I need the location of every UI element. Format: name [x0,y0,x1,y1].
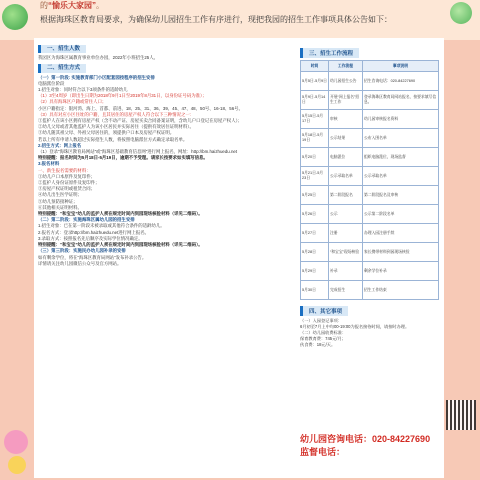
paragraph: 如有剩余学位，将在“海珠区教育局网站”发布补录公告。 [38,254,147,260]
paragraph: ④幼儿出生医学证明； [38,192,82,198]
table-cell-task: 完成招生 [329,281,363,300]
table-cell-note: 剩余学位补录 [363,262,439,281]
paragraph: 一、新生报名需要的材料： [38,167,91,173]
table-cell-note: 招生咨询电话：020-84227690 [363,72,439,91]
paragraph: ②幼儿父母或者其他监护人为该小区居民并实际居住（提供有效居住证明材料）。 [38,124,194,130]
table-cell-task: 公示 [329,205,363,224]
table-cell-time: 5月29日 [301,262,329,281]
contact-block [300,432,440,458]
paragraph: 2.报名方式：登录http://bm.haizhuedu.net进行网上报名。 [38,229,150,235]
table-cell-time: 5月15日-5月17日 [301,110,329,129]
table-cell-note: 公示第二阶段名单 [363,205,439,224]
flower-icon [4,430,28,454]
paragraph: （1）3至4周岁（即出生日期为2018年9月1日至2019年8月31日，以身份证号码为准）； [38,93,207,99]
paragraph: ①监护人在该小区拥有房屋产权（含不动产证、房屋买卖合同备案证明，含幼儿户口登记在房屋产权人）； [38,118,243,124]
table-row [301,91,439,110]
table-row [301,186,439,205]
subsection-title: 2.招生方式：网上报名 [38,142,82,148]
paragraph: （2）具有海珠区户籍或常住人口； [38,99,107,105]
table-cell-note: 第二阶段报名及审核 [363,186,439,205]
paragraph: 1.招生对象：已在第一阶段未被录取或其他符合条件的适龄幼儿。 [38,223,165,229]
section-title: 二、招生方式 [38,64,86,72]
section-title: 三、招生工作流程 [300,48,359,58]
table-row [301,262,439,281]
supervision-phone-label: 监督电话： [300,447,346,457]
paragraph: 3.录取方式：按照报名先后顺序及实际学位情况确定。 [38,235,143,241]
table-cell-time: 5月27日 [301,224,329,243]
paragraph: ①幼儿户口本原件及复印件； [38,173,96,179]
schedule-table [300,60,439,300]
table-cell-note: 办理入园注册手续 [363,224,439,243]
paragraph: （二）幼儿园收费标准： [300,330,347,335]
table-row [301,110,439,129]
paragraph: 6月初至7月上中旬00-19:00为报名接待时间，请按时办理。 [300,324,410,329]
table-row [301,167,439,186]
paragraph: 1.招生对象：同时符合以下3项条件的适龄幼儿 [38,87,128,93]
table-cell-task: 开展“网上报名”招生工作 [329,91,363,110]
subsection-title: 3.报名材料 [38,161,60,167]
table-cell-task: 幼儿园招生公告 [329,72,363,91]
qr-code-icon [446,400,476,430]
table-cell-task: 公示结果 [329,129,363,148]
flower-icon [8,456,26,474]
table-cell-note: 登录海珠区教育局网站报名，按要求填写信息。 [363,91,439,110]
table-cell-note: 幼儿园审核报名资料 [363,110,439,129]
table-cell-note: 招生工作结束 [363,281,439,300]
table-cell-task: 第二阶段报名 [329,186,363,205]
table-header-row [301,61,439,72]
table-cell-time: 5月30日 [301,281,329,300]
table-cell-task: 注册 [329,224,363,243]
section-text: 我园区为海珠区属教育事业单位办园，2022年小班招生25人。 [38,55,159,61]
column-header: 事项说明 [363,61,439,72]
paragraph: ⑥其他相关证明材料。 [38,204,82,210]
table-cell-task: 审核 [329,110,363,129]
paragraph: 电脑派位阶段 [38,80,65,86]
paragraph: 特别提醒：报名时间为5月18日-5月19日，逾期不予受理。请家长按要求如实填写信息。 [38,155,208,161]
paragraph: 详情请关注幼儿园微信公众号及官方网站。 [38,260,122,266]
table-row [301,205,439,224]
table-cell-time: 5月5日-5月9日 [301,72,329,91]
table-cell-task: 电脑派位 [329,148,363,167]
table-cell-time: 5月25日 [301,186,329,205]
paragraph: 特别提醒：“和宝宝”幼儿的监护人须在规定时间内到园现场核验材料（详见二维码）。 [38,211,203,217]
table-cell-time: 5月21日-5月23日 [301,167,329,186]
table-cell-time: 5月26日 [301,205,329,224]
left-column [38,42,296,474]
table-cell-task: 补录 [329,262,363,281]
paragraph: 特别提醒：“和宝宝”幼儿的监护人须在规定时间内到园现场核验材料（详见二维码）。 [38,242,203,248]
table-cell-time: 5月28日 [301,243,329,262]
table-cell-note: 家长携带材料到园现场核验 [363,243,439,262]
paragraph: （1）登录“海珠区教育局网站”或“海珠区基础教育信息网”进行网上报名，网址：http://bm.haizhuedu.net [38,149,238,155]
paragraph: （3）具有对应小区住址的户籍，且其居住的房屋产权人符合以下三种情况之一： [38,111,195,117]
table-cell-note: 组织电脑派位，现场监督 [363,148,439,167]
section-title: 四、其它事项 [300,306,348,316]
table-row [301,148,439,167]
paragraph: 小区户籍指定：银河湾、海上、首都、前进、18、25、31、36、39、45、47、48、50号、16-18、56号。 [38,105,243,111]
column-header: 工作流程 [329,61,363,72]
table-cell-note: 公布入围名单 [363,129,439,148]
table-cell-task: 公示录取名单 [329,167,363,186]
paragraph: 伙食费：18元/天。 [300,342,336,347]
table-row [301,243,439,262]
header-line-2: 根据海珠区教育局要求，为确保幼儿园招生工作有序进行，现把我园的招生工作事项具体公告如下： [40,15,392,24]
table-cell-time: 5月20日 [301,148,329,167]
section-title: 一、招生人数 [38,45,86,53]
paragraph: 保育教育费：745元/月； [300,336,346,341]
subsection-title: （三）第三阶段：实施民办幼儿园补录的安排 [38,248,126,254]
table-row [301,224,439,243]
table-row [301,129,439,148]
notice-sheet [34,38,444,478]
paragraph: 若以上所有申请人数超过实际招生人数，将按照电脑派位方式确定录取名单。 [38,136,188,142]
column-header: 时间 [301,61,329,72]
paragraph: ②监护人身份证原件及复印件； [38,180,100,186]
subsection-title: （二）第二阶段：实施海珠区属幼儿园的招生安排 [38,217,135,223]
table-row [301,281,439,300]
right-column [300,42,440,474]
globe-icon [450,2,472,24]
table-cell-note: 公示录取名单 [363,167,439,186]
header [40,0,440,34]
globe-icon [2,4,28,30]
paragraph: ③幼儿随其祖父母、外祖父母居住的，须提供户口本及房屋产权证明。 [38,130,175,136]
paragraph: ③房屋产权证明或租赁合同； [38,186,96,192]
header-line-1: 的“愉乐大家园”。 [40,1,104,10]
contact-phone: 幼儿园咨询电话：020-84227690 [300,434,431,444]
table-cell-time: 5月18日-5月19日 [301,129,329,148]
subsection-title: （一）第一阶段: 实施教育部门小区配套园按程序的招生安排 [38,74,155,80]
table-cell-time: 5月9日-5月14日 [301,91,329,110]
paragraph: ⑤幼儿预防接种证； [38,198,78,204]
table-cell-task: “和宝宝”现场核验 [329,243,363,262]
table-row [301,72,439,91]
paragraph: （一）入园登记事项： [300,318,342,323]
